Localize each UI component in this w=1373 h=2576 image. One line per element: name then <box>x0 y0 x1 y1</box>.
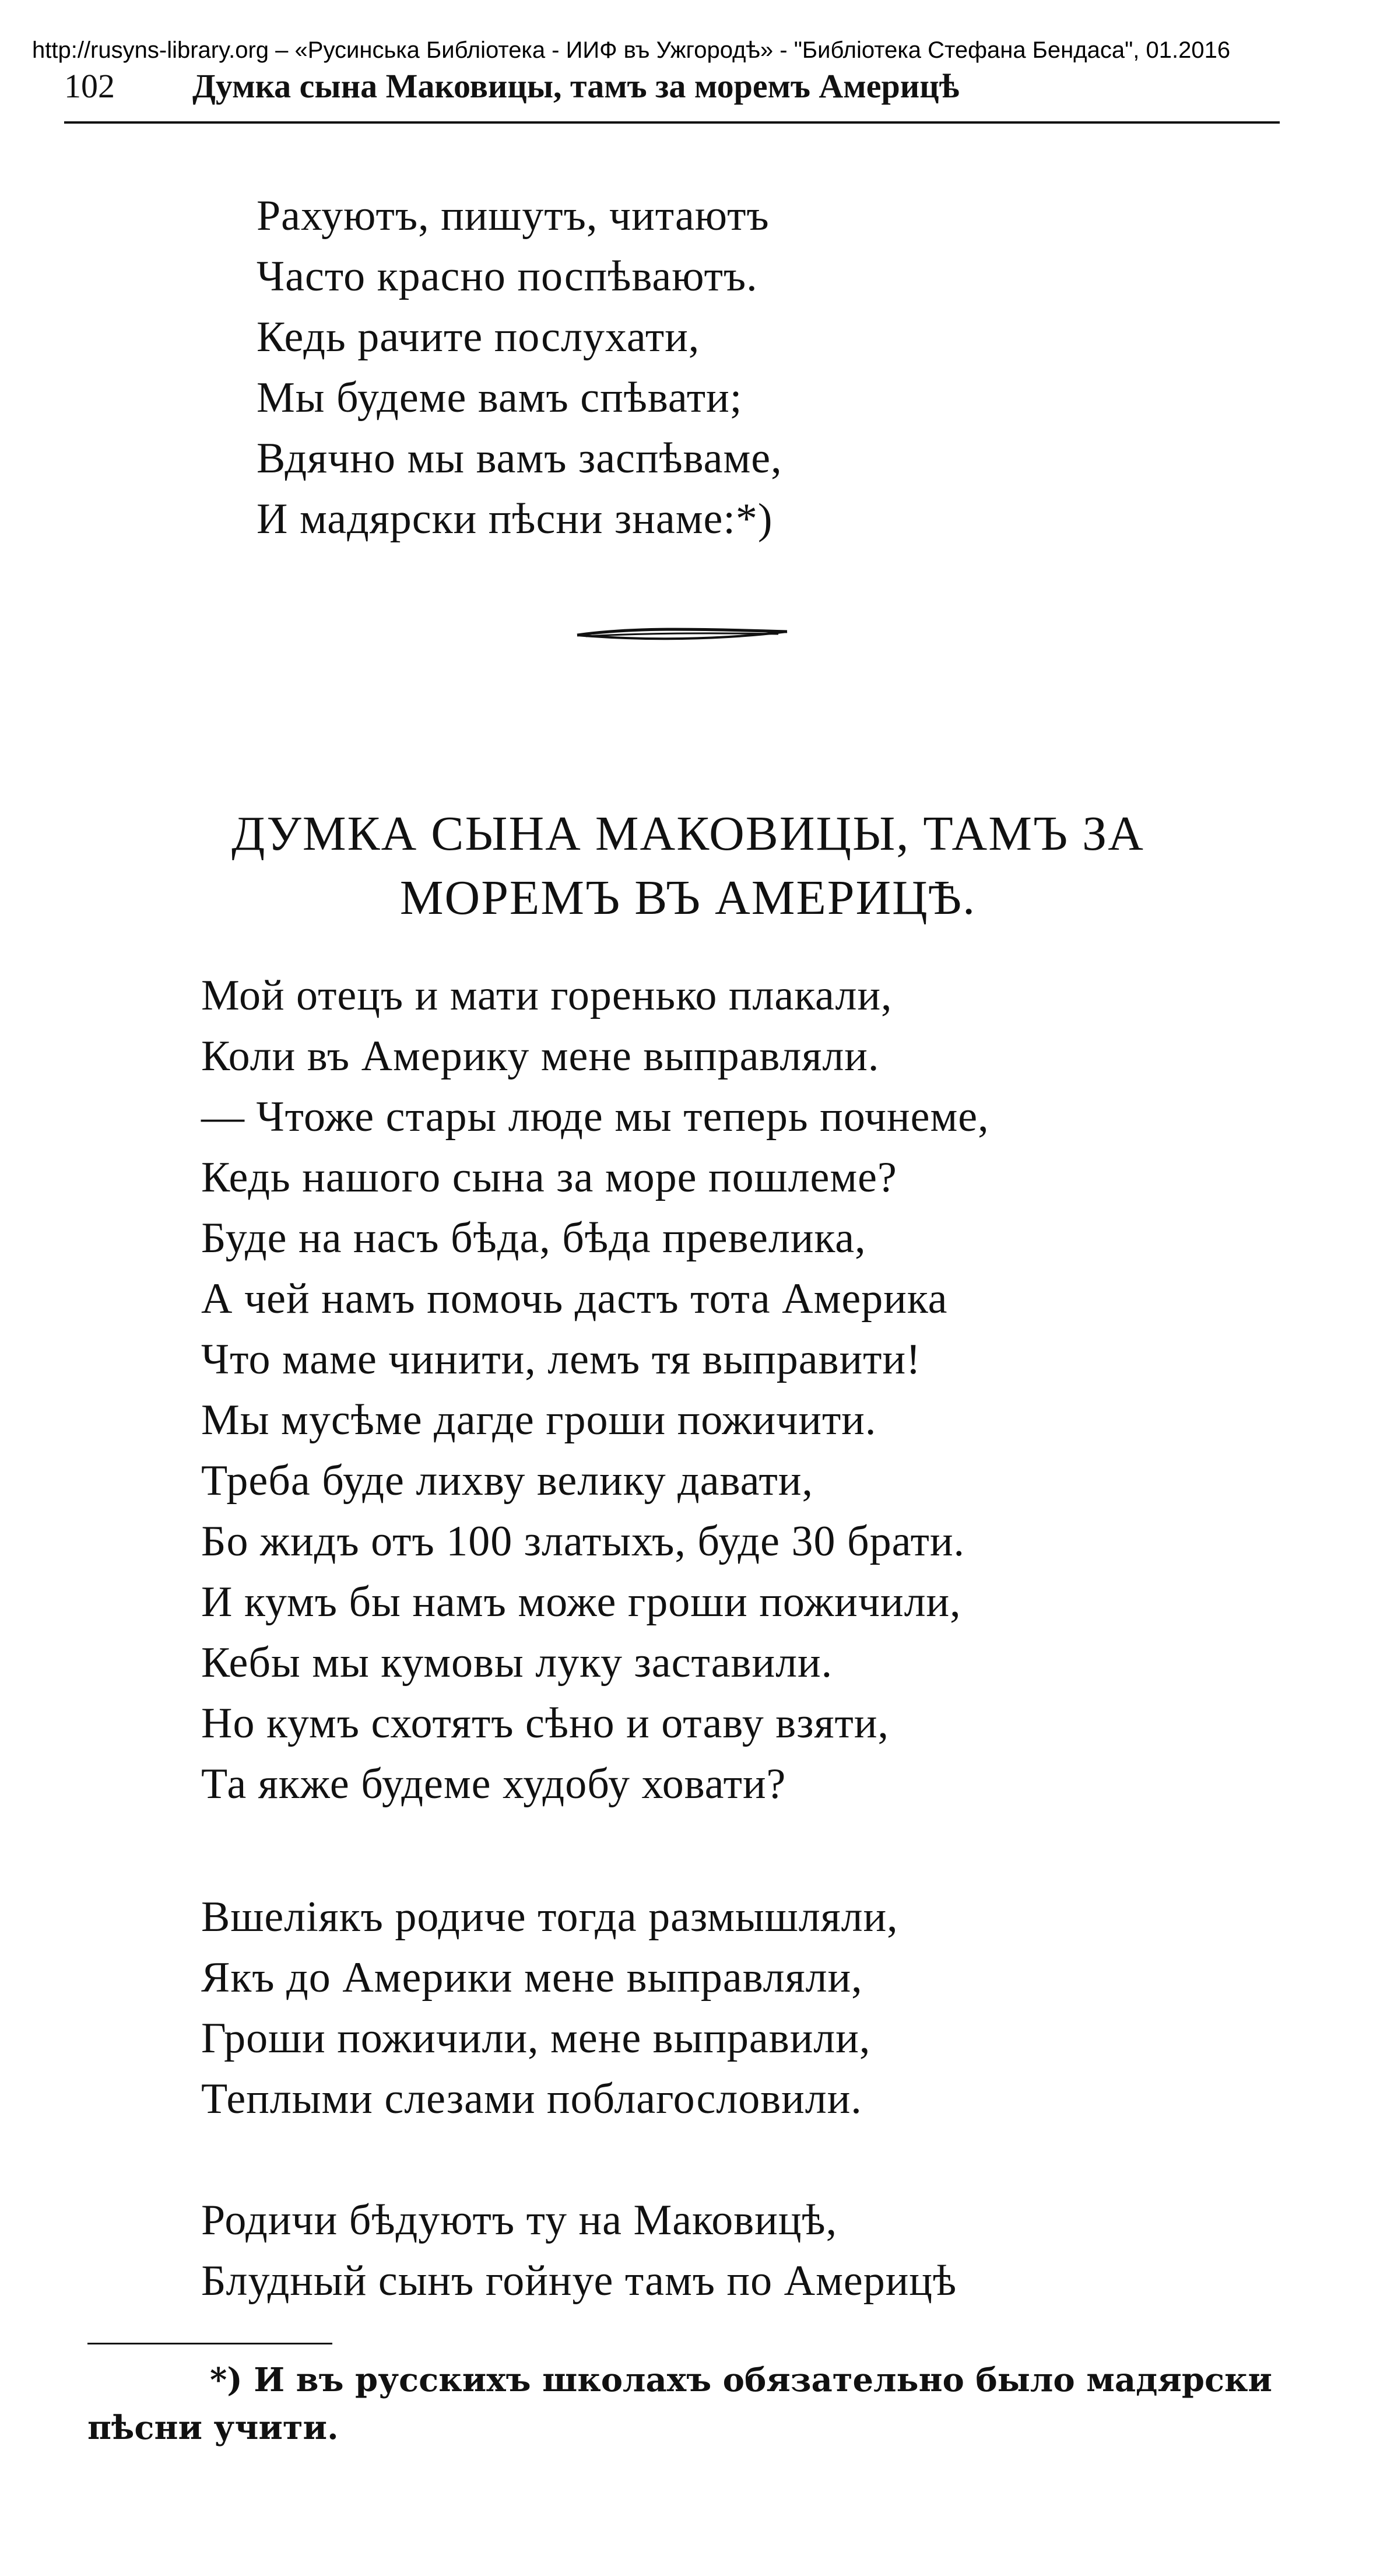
poem-line: Мой отецъ и мати горенько плакали, <box>201 972 893 1019</box>
poem-line: Якъ до Америки мене выправляли, <box>201 1954 863 2002</box>
footnote-rule <box>87 2343 332 2344</box>
poem-line: — Чтоже стары люде мы теперь почнеме, <box>201 1093 989 1141</box>
poem-line: Та якже будеме худобу ховати? <box>201 1760 786 1808</box>
poem-title-line: ДУМКА СЫНА МАКОВИЦЫ, ТАМЪ ЗА <box>231 807 1144 861</box>
poem-line: Кедь рачите послухати, <box>257 313 700 361</box>
footnote-line: пѣсни учити. <box>87 2409 339 2447</box>
poem-line: Рахуютъ, пишутъ, читаютъ <box>257 192 770 240</box>
poem-line: Кедь нашого сына за море пошлеме? <box>201 1154 897 1201</box>
previous-poem-ending <box>257 185 782 549</box>
poem-line: Мы будеме вамъ спѣвати; <box>257 374 743 422</box>
running-title: Думка сына Маковицы, тамъ за моремъ Америцѣ <box>192 67 960 105</box>
poem-line: Теплыми слезами поблагословили. <box>201 2075 862 2123</box>
footnote-line: *) И въ русскихъ школахъ обязательно было мадярски <box>210 2361 1273 2399</box>
poem-line: Бо жидъ отъ 100 златыхъ, буде 30 брати. <box>201 1517 965 1565</box>
stanza-3 <box>201 2190 957 2311</box>
ornament-divider <box>574 621 790 647</box>
poem-line: И мадярски пѣсни знаме:*) <box>257 495 773 543</box>
poem-line: Часто красно поспѣваютъ. <box>257 253 758 300</box>
poem-line: Вшелiякъ родиче тогда размышляли, <box>201 1893 898 1941</box>
poem-line: Мы мусѣме дагде гроши пожичити. <box>201 1396 877 1444</box>
footnote <box>87 2356 1341 2452</box>
poem-line: Блудный сынъ гойнуе тамъ по Америцѣ <box>201 2257 957 2305</box>
poem-title-line: МОРЕМЪ ВЪ АМЕРИЦѢ. <box>399 871 977 925</box>
poem-line: Кебы мы кумовы луку заставили. <box>201 1639 833 1687</box>
poem-line: И кумъ бы намъ може гроши пожичили, <box>201 1578 961 1626</box>
poem-line: Родичи бѣдуютъ ту на Маковицѣ, <box>201 2196 838 2244</box>
source-url-line: http://rusyns-library.org – «Русинська Библіотека - ИИФ въ Ужгородѣ» - "Библіотека Стефана Бендаса", 01.2016 <box>32 37 1231 63</box>
poem-line: Гроши пожичили, мене выправили, <box>201 2014 871 2062</box>
page-number: 102 <box>64 67 115 105</box>
poem-line: А чей намъ помочь дастъ тота Америка <box>201 1275 948 1323</box>
stanza-1 <box>201 965 989 1814</box>
poem-line: Буде на насъ бѣда, бѣда превелика, <box>201 1214 866 1262</box>
stanza-2 <box>201 1887 898 2129</box>
poem-line: Вдячно мы вамъ заспѣваме, <box>257 434 782 482</box>
poem-line: Коли въ Америку мене выправляли. <box>201 1032 880 1080</box>
header-rule <box>64 121 1280 124</box>
poem-line: Но кумъ схотятъ сѣно и отаву взяти, <box>201 1699 889 1747</box>
poem-title <box>82 802 1294 930</box>
poem-line: Треба буде лихву велику давати, <box>201 1457 813 1505</box>
poem-line: Что маме чинити, лемъ тя выправити! <box>201 1336 921 1383</box>
running-head <box>64 64 1277 111</box>
